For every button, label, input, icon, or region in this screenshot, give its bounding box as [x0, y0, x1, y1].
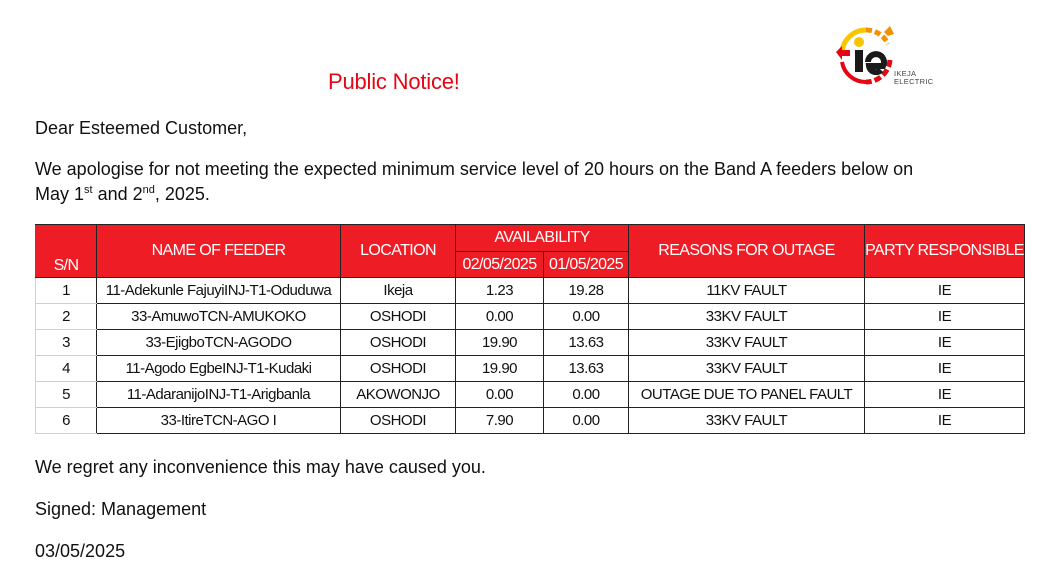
ordinal-suffix-1: st [84, 184, 93, 196]
logo-line-1: IKEJA [894, 69, 917, 78]
cell-location: OSHODI [341, 304, 456, 330]
cell-party: IE [865, 356, 1025, 382]
cell-availability-2: 13.63 [544, 356, 629, 382]
cell-reason: 33KV FAULT [629, 356, 865, 382]
apology-text-1: We apologise for not meeting the expected minimum service level of 20 hours on the Band A feeders below on May 1 [35, 159, 914, 204]
cell-party: IE [865, 408, 1025, 434]
cell-availability-1: 0.00 [456, 304, 544, 330]
cell-feeder: 33-ItireTCN-AGO I [97, 408, 341, 434]
cell-sn: 3 [36, 330, 97, 356]
cell-location: OSHODI [341, 356, 456, 382]
notice-date: 03/05/2025 [35, 541, 126, 561]
header-sn: S/N [36, 225, 97, 278]
cell-availability-1: 1.23 [456, 278, 544, 304]
cell-sn: 6 [36, 408, 97, 434]
apology-paragraph [35, 157, 935, 207]
cell-availability-2: 0.00 [544, 408, 629, 434]
header-reasons: REASONS FOR OUTAGE [629, 225, 865, 278]
cell-reason: OUTAGE DUE TO PANEL FAULT [629, 382, 865, 408]
table-row [36, 304, 1025, 330]
cell-feeder: 11-Adekunle FajuyiINJ-T1-Oduduwa [97, 278, 341, 304]
header-location: LOCATION [341, 225, 456, 278]
apology-text-2: and 2 [92, 184, 143, 204]
logo-wordmark [894, 70, 934, 86]
cell-feeder: 11-AdaranijoINJ-T1-Arigbanla [97, 382, 341, 408]
cell-feeder: 33-EjigboTCN-AGODO [97, 330, 341, 356]
greeting: Dear Esteemed Customer, [35, 118, 248, 138]
cell-party: IE [865, 382, 1025, 408]
header-feeder: NAME OF FEEDER [97, 225, 341, 278]
cell-feeder: 33-AmuwoTCN-AMUKOKO [97, 304, 341, 330]
cell-sn: 2 [36, 304, 97, 330]
cell-sn: 4 [36, 356, 97, 382]
cell-reason: 33KV FAULT [629, 408, 865, 434]
cell-availability-2: 13.63 [544, 330, 629, 356]
cell-location: OSHODI [341, 408, 456, 434]
ordinal-suffix-2: nd [142, 184, 155, 196]
cell-availability-1: 19.90 [456, 330, 544, 356]
header-party: PARTY RESPONSIBLE [865, 225, 1025, 278]
cell-sn: 1 [36, 278, 97, 304]
cell-reason: 33KV FAULT [629, 330, 865, 356]
cell-availability-1: 19.90 [456, 356, 544, 382]
notice-title: Public Notice! [328, 69, 460, 94]
closing-sentence: We regret any inconvenience this may have caused you. [35, 457, 486, 477]
feeder-table [35, 224, 1025, 434]
cell-sn: 5 [36, 382, 97, 408]
cell-reason: 33KV FAULT [629, 304, 865, 330]
cell-feeder: 11-Agodo EgbeINJ-T1-Kudaki [97, 356, 341, 382]
header-date-1: 02/05/2025 [456, 252, 544, 278]
cell-location: AKOWONJO [341, 382, 456, 408]
cell-availability-1: 7.90 [456, 408, 544, 434]
table-row [36, 382, 1025, 408]
cell-party: IE [865, 304, 1025, 330]
logo-line-2: ELECTRIC [894, 77, 934, 86]
apology-text-3: , 2025. [154, 184, 210, 204]
header-date-2: 01/05/2025 [544, 252, 629, 278]
cell-availability-1: 0.00 [456, 382, 544, 408]
header-availability: AVAILABILITY [456, 225, 629, 252]
cell-party: IE [865, 278, 1025, 304]
cell-location: Ikeja [341, 278, 456, 304]
cell-location: OSHODI [341, 330, 456, 356]
table-row [36, 408, 1025, 434]
signature-line: Signed: Management [35, 499, 207, 519]
cell-reason: 11KV FAULT [629, 278, 865, 304]
table-row [36, 356, 1025, 382]
cell-availability-2: 0.00 [544, 382, 629, 408]
table-row [36, 278, 1025, 304]
cell-party: IE [865, 330, 1025, 356]
table-row [36, 330, 1025, 356]
cell-availability-2: 19.28 [544, 278, 629, 304]
cell-availability-2: 0.00 [544, 304, 629, 330]
